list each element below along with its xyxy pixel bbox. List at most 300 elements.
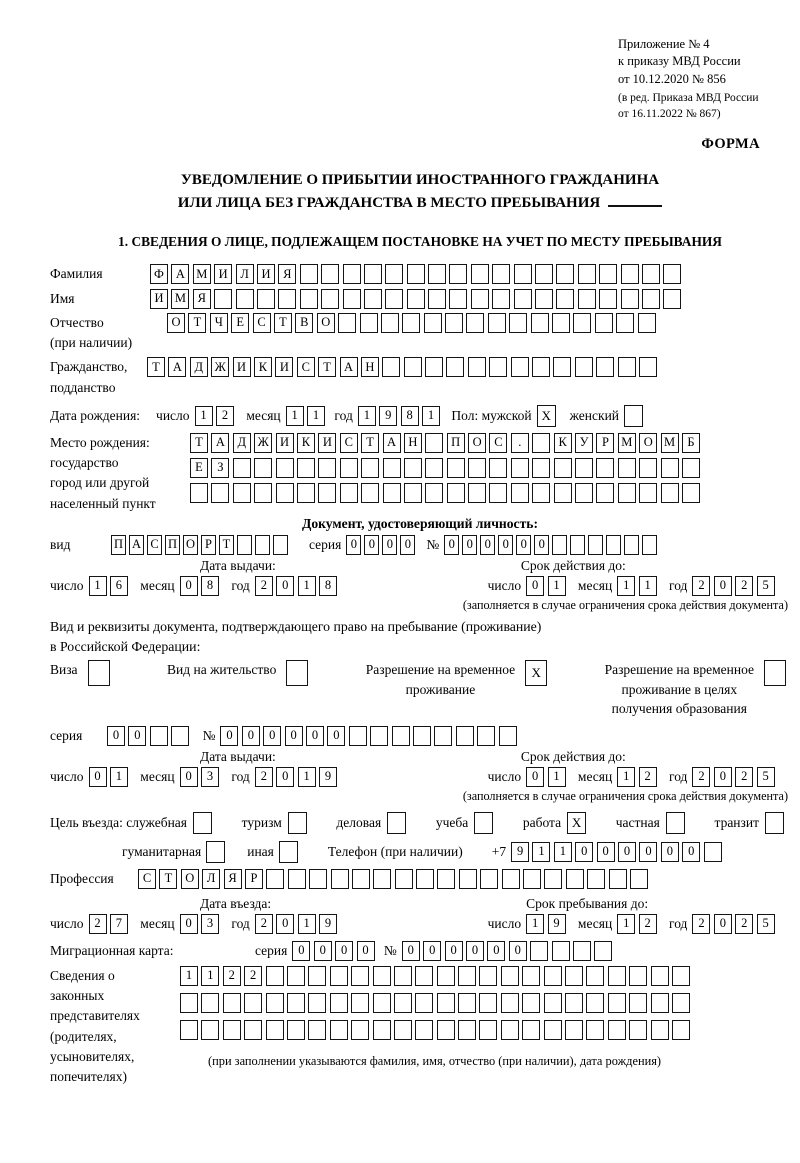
res-issue-month-cells[interactable] <box>180 767 223 787</box>
char-cell[interactable]: 0 <box>402 941 420 961</box>
char-cell[interactable] <box>682 483 700 503</box>
char-cell[interactable] <box>608 993 626 1013</box>
char-cell[interactable] <box>257 289 275 309</box>
char-cell[interactable] <box>552 941 570 961</box>
char-cell[interactable]: 2 <box>244 966 262 986</box>
char-cell[interactable] <box>672 966 690 986</box>
char-cell[interactable] <box>532 483 550 503</box>
char-cell[interactable] <box>276 458 294 478</box>
char-cell[interactable] <box>180 1020 198 1040</box>
sex-female-checkbox[interactable] <box>624 405 643 427</box>
given-name-cells[interactable] <box>150 289 685 309</box>
char-cell[interactable]: 0 <box>714 576 732 596</box>
char-cell[interactable] <box>360 313 378 333</box>
char-cell[interactable]: Ф <box>150 264 168 284</box>
char-cell[interactable] <box>502 869 520 889</box>
char-cell[interactable] <box>352 869 370 889</box>
char-cell[interactable] <box>468 458 486 478</box>
char-cell[interactable]: Л <box>236 264 254 284</box>
char-cell[interactable] <box>642 535 657 555</box>
char-cell[interactable] <box>535 289 553 309</box>
char-cell[interactable] <box>596 357 614 377</box>
char-cell[interactable] <box>236 289 254 309</box>
char-cell[interactable] <box>514 264 532 284</box>
char-cell[interactable] <box>150 726 168 746</box>
char-cell[interactable]: В <box>295 313 313 333</box>
char-cell[interactable]: И <box>214 264 232 284</box>
char-cell[interactable] <box>599 289 617 309</box>
char-cell[interactable] <box>663 289 681 309</box>
char-cell[interactable]: 0 <box>89 767 107 787</box>
char-cell[interactable]: Л <box>202 869 220 889</box>
char-cell[interactable] <box>415 1020 433 1040</box>
char-cell[interactable]: 2 <box>639 914 657 934</box>
char-cell[interactable]: И <box>150 289 168 309</box>
char-cell[interactable] <box>618 357 636 377</box>
char-cell[interactable]: 2 <box>639 767 657 787</box>
char-cell[interactable] <box>287 993 305 1013</box>
char-cell[interactable]: Н <box>361 357 379 377</box>
res-valid-day-cells[interactable] <box>526 767 569 787</box>
char-cell[interactable] <box>361 458 379 478</box>
char-cell[interactable]: 0 <box>714 767 732 787</box>
char-cell[interactable] <box>308 1020 326 1040</box>
char-cell[interactable]: 2 <box>735 767 753 787</box>
char-cell[interactable]: С <box>138 869 156 889</box>
char-cell[interactable]: О <box>167 313 185 333</box>
char-cell[interactable] <box>471 289 489 309</box>
char-cell[interactable] <box>214 289 232 309</box>
char-cell[interactable]: М <box>193 264 211 284</box>
char-cell[interactable]: 0 <box>509 941 527 961</box>
char-cell[interactable]: 0 <box>364 535 379 555</box>
char-cell[interactable] <box>201 993 219 1013</box>
char-cell[interactable] <box>407 289 425 309</box>
char-cell[interactable]: Я <box>224 869 242 889</box>
char-cell[interactable] <box>437 993 455 1013</box>
char-cell[interactable]: 0 <box>276 914 294 934</box>
char-cell[interactable] <box>373 966 391 986</box>
char-cell[interactable] <box>447 483 465 503</box>
char-cell[interactable]: 1 <box>298 576 316 596</box>
char-cell[interactable]: 0 <box>314 941 332 961</box>
char-cell[interactable] <box>672 1020 690 1040</box>
char-cell[interactable]: 0 <box>575 842 593 862</box>
char-cell[interactable]: 0 <box>327 726 345 746</box>
char-cell[interactable]: 1 <box>180 966 198 986</box>
purpose-tourism-checkbox[interactable] <box>288 812 307 834</box>
char-cell[interactable]: Ж <box>254 433 272 453</box>
char-cell[interactable] <box>255 535 270 555</box>
char-cell[interactable]: 7 <box>110 914 128 934</box>
char-cell[interactable]: 1 <box>617 576 635 596</box>
char-cell[interactable]: Ж <box>211 357 229 377</box>
char-cell[interactable] <box>501 1020 519 1040</box>
char-cell[interactable] <box>594 941 612 961</box>
char-cell[interactable] <box>458 1020 476 1040</box>
char-cell[interactable] <box>511 458 529 478</box>
char-cell[interactable] <box>588 535 603 555</box>
char-cell[interactable]: Т <box>361 433 379 453</box>
char-cell[interactable]: 0 <box>306 726 324 746</box>
char-cell[interactable]: 1 <box>639 576 657 596</box>
char-cell[interactable]: 9 <box>319 767 337 787</box>
char-cell[interactable]: Т <box>219 535 234 555</box>
char-cell[interactable] <box>349 726 367 746</box>
char-cell[interactable] <box>468 483 486 503</box>
char-cell[interactable] <box>437 966 455 986</box>
char-cell[interactable] <box>566 869 584 889</box>
char-cell[interactable]: Р <box>201 535 216 555</box>
char-cell[interactable]: 0 <box>639 842 657 862</box>
char-cell[interactable] <box>471 264 489 284</box>
char-cell[interactable] <box>425 458 443 478</box>
char-cell[interactable] <box>321 264 339 284</box>
char-cell[interactable]: 0 <box>618 842 636 862</box>
char-cell[interactable] <box>276 483 294 503</box>
char-cell[interactable] <box>428 264 446 284</box>
profession-cells[interactable] <box>138 869 651 889</box>
char-cell[interactable] <box>639 458 657 478</box>
surname-cells[interactable] <box>150 264 685 284</box>
char-cell[interactable] <box>459 869 477 889</box>
char-cell[interactable] <box>233 483 251 503</box>
char-cell[interactable] <box>672 993 690 1013</box>
birth-day-cells[interactable] <box>195 406 238 426</box>
birth-place-cells-row2[interactable] <box>190 458 703 478</box>
char-cell[interactable]: 1 <box>617 767 635 787</box>
char-cell[interactable]: О <box>181 869 199 889</box>
purpose-other-checkbox[interactable] <box>279 841 298 863</box>
char-cell[interactable] <box>522 1020 540 1040</box>
char-cell[interactable] <box>266 966 284 986</box>
char-cell[interactable] <box>651 966 669 986</box>
char-cell[interactable] <box>642 289 660 309</box>
res-valid-year-cells[interactable] <box>692 767 778 787</box>
char-cell[interactable]: 0 <box>285 726 303 746</box>
char-cell[interactable] <box>629 993 647 1013</box>
char-cell[interactable]: 0 <box>263 726 281 746</box>
char-cell[interactable]: С <box>297 357 315 377</box>
char-cell[interactable] <box>639 483 657 503</box>
residence-permit-checkbox[interactable] <box>286 660 308 686</box>
char-cell[interactable] <box>596 458 614 478</box>
char-cell[interactable]: 0 <box>480 535 495 555</box>
char-cell[interactable] <box>458 993 476 1013</box>
doc-issue-year-cells[interactable] <box>255 576 341 596</box>
char-cell[interactable] <box>629 966 647 986</box>
char-cell[interactable]: М <box>618 433 636 453</box>
char-cell[interactable]: 8 <box>401 406 419 426</box>
char-cell[interactable]: 0 <box>597 842 615 862</box>
char-cell[interactable] <box>573 941 591 961</box>
char-cell[interactable] <box>608 1020 626 1040</box>
char-cell[interactable] <box>254 483 272 503</box>
char-cell[interactable]: 0 <box>335 941 353 961</box>
char-cell[interactable] <box>501 993 519 1013</box>
doc-type-cells[interactable] <box>111 535 291 555</box>
char-cell[interactable] <box>514 289 532 309</box>
char-cell[interactable] <box>532 458 550 478</box>
char-cell[interactable] <box>509 313 527 333</box>
char-cell[interactable]: Д <box>233 433 251 453</box>
char-cell[interactable] <box>244 993 262 1013</box>
char-cell[interactable]: 1 <box>548 767 566 787</box>
char-cell[interactable] <box>404 458 422 478</box>
char-cell[interactable]: 0 <box>526 576 544 596</box>
stay-month-cells[interactable] <box>617 914 660 934</box>
char-cell[interactable] <box>437 869 455 889</box>
char-cell[interactable] <box>407 264 425 284</box>
char-cell[interactable]: 2 <box>735 576 753 596</box>
char-cell[interactable]: 5 <box>757 576 775 596</box>
char-cell[interactable] <box>338 313 356 333</box>
char-cell[interactable] <box>489 483 507 503</box>
char-cell[interactable] <box>434 726 452 746</box>
char-cell[interactable] <box>638 313 656 333</box>
char-cell[interactable] <box>449 289 467 309</box>
char-cell[interactable]: К <box>297 433 315 453</box>
char-cell[interactable] <box>309 869 327 889</box>
char-cell[interactable] <box>266 1020 284 1040</box>
char-cell[interactable] <box>535 264 553 284</box>
char-cell[interactable] <box>553 357 571 377</box>
char-cell[interactable] <box>556 264 574 284</box>
char-cell[interactable] <box>682 458 700 478</box>
char-cell[interactable] <box>479 1020 497 1040</box>
char-cell[interactable]: 0 <box>107 726 125 746</box>
char-cell[interactable] <box>394 966 412 986</box>
visa-checkbox[interactable] <box>88 660 110 686</box>
char-cell[interactable]: 3 <box>201 914 219 934</box>
char-cell[interactable] <box>458 966 476 986</box>
char-cell[interactable] <box>586 1020 604 1040</box>
char-cell[interactable] <box>624 535 639 555</box>
char-cell[interactable]: 0 <box>292 941 310 961</box>
char-cell[interactable] <box>266 869 284 889</box>
char-cell[interactable] <box>394 993 412 1013</box>
char-cell[interactable] <box>488 313 506 333</box>
char-cell[interactable] <box>385 264 403 284</box>
char-cell[interactable]: П <box>111 535 126 555</box>
char-cell[interactable]: Н <box>404 433 422 453</box>
char-cell[interactable] <box>575 357 593 377</box>
char-cell[interactable] <box>425 357 443 377</box>
char-cell[interactable] <box>394 1020 412 1040</box>
char-cell[interactable]: Т <box>190 433 208 453</box>
birth-month-cells[interactable] <box>286 406 329 426</box>
char-cell[interactable]: 5 <box>757 914 775 934</box>
char-cell[interactable] <box>544 966 562 986</box>
char-cell[interactable] <box>618 458 636 478</box>
char-cell[interactable] <box>575 458 593 478</box>
char-cell[interactable]: 0 <box>220 726 238 746</box>
char-cell[interactable] <box>364 264 382 284</box>
char-cell[interactable] <box>383 458 401 478</box>
stay-day-cells[interactable] <box>526 914 569 934</box>
char-cell[interactable]: 0 <box>444 535 459 555</box>
char-cell[interactable] <box>385 289 403 309</box>
char-cell[interactable]: Я <box>278 264 296 284</box>
char-cell[interactable] <box>565 1020 583 1040</box>
char-cell[interactable] <box>565 966 583 986</box>
char-cell[interactable]: 2 <box>692 767 710 787</box>
char-cell[interactable] <box>373 993 391 1013</box>
char-cell[interactable] <box>552 313 570 333</box>
char-cell[interactable]: А <box>168 357 186 377</box>
char-cell[interactable]: 0 <box>534 535 549 555</box>
char-cell[interactable]: 1 <box>286 406 304 426</box>
char-cell[interactable] <box>273 535 288 555</box>
char-cell[interactable]: 2 <box>223 966 241 986</box>
char-cell[interactable]: 9 <box>379 406 397 426</box>
char-cell[interactable] <box>318 483 336 503</box>
char-cell[interactable]: Р <box>596 433 614 453</box>
char-cell[interactable] <box>343 289 361 309</box>
char-cell[interactable] <box>532 433 550 453</box>
char-cell[interactable]: 0 <box>423 941 441 961</box>
char-cell[interactable] <box>511 357 529 377</box>
char-cell[interactable] <box>492 264 510 284</box>
char-cell[interactable] <box>468 357 486 377</box>
char-cell[interactable] <box>382 357 400 377</box>
char-cell[interactable]: 0 <box>682 842 700 862</box>
char-cell[interactable] <box>300 264 318 284</box>
char-cell[interactable] <box>642 264 660 284</box>
char-cell[interactable] <box>361 483 379 503</box>
char-cell[interactable] <box>449 264 467 284</box>
char-cell[interactable]: 0 <box>346 535 361 555</box>
char-cell[interactable]: 1 <box>532 842 550 862</box>
char-cell[interactable]: 0 <box>276 767 294 787</box>
char-cell[interactable]: И <box>257 264 275 284</box>
char-cell[interactable]: 1 <box>201 966 219 986</box>
res-series-cells[interactable] <box>107 726 193 746</box>
char-cell[interactable]: И <box>318 433 336 453</box>
char-cell[interactable] <box>492 289 510 309</box>
char-cell[interactable] <box>480 869 498 889</box>
char-cell[interactable] <box>190 483 208 503</box>
char-cell[interactable]: 2 <box>255 576 273 596</box>
char-cell[interactable]: С <box>340 433 358 453</box>
char-cell[interactable]: И <box>275 357 293 377</box>
char-cell[interactable] <box>370 726 388 746</box>
birth-place-cells-row1[interactable] <box>190 433 703 453</box>
char-cell[interactable]: И <box>276 433 294 453</box>
char-cell[interactable] <box>321 289 339 309</box>
char-cell[interactable] <box>395 869 413 889</box>
char-cell[interactable]: 8 <box>201 576 219 596</box>
char-cell[interactable] <box>704 842 722 862</box>
char-cell[interactable] <box>318 458 336 478</box>
char-cell[interactable]: Ч <box>210 313 228 333</box>
purpose-private-checkbox[interactable] <box>666 812 685 834</box>
char-cell[interactable] <box>201 1020 219 1040</box>
char-cell[interactable] <box>479 993 497 1013</box>
char-cell[interactable]: 0 <box>382 535 397 555</box>
char-cell[interactable]: 0 <box>357 941 375 961</box>
patronymic-cells[interactable] <box>167 313 659 333</box>
char-cell[interactable]: З <box>211 458 229 478</box>
char-cell[interactable]: 0 <box>661 842 679 862</box>
char-cell[interactable] <box>630 869 648 889</box>
char-cell[interactable]: 2 <box>735 914 753 934</box>
char-cell[interactable]: 0 <box>487 941 505 961</box>
res-issue-day-cells[interactable] <box>89 767 132 787</box>
char-cell[interactable]: К <box>254 357 272 377</box>
stay-year-cells[interactable] <box>692 914 778 934</box>
char-cell[interactable]: Т <box>159 869 177 889</box>
char-cell[interactable] <box>587 869 605 889</box>
doc-series-cells[interactable] <box>346 535 418 555</box>
char-cell[interactable] <box>663 264 681 284</box>
char-cell[interactable] <box>554 483 572 503</box>
sex-male-checkbox[interactable]: X <box>537 405 556 427</box>
char-cell[interactable] <box>501 966 519 986</box>
birth-place-cells-row3[interactable] <box>190 483 703 503</box>
char-cell[interactable] <box>373 1020 391 1040</box>
char-cell[interactable] <box>437 1020 455 1040</box>
char-cell[interactable]: 0 <box>400 535 415 555</box>
char-cell[interactable]: 1 <box>548 576 566 596</box>
rep-cells-row2[interactable] <box>180 993 693 1013</box>
char-cell[interactable] <box>330 993 348 1013</box>
char-cell[interactable] <box>297 458 315 478</box>
char-cell[interactable] <box>223 1020 241 1040</box>
char-cell[interactable] <box>573 313 591 333</box>
char-cell[interactable] <box>340 458 358 478</box>
char-cell[interactable] <box>578 264 596 284</box>
char-cell[interactable] <box>330 1020 348 1040</box>
char-cell[interactable]: 0 <box>128 726 146 746</box>
char-cell[interactable]: 0 <box>462 535 477 555</box>
char-cell[interactable] <box>554 458 572 478</box>
purpose-transit-checkbox[interactable] <box>765 812 784 834</box>
birth-year-cells[interactable] <box>358 406 444 426</box>
char-cell[interactable] <box>351 1020 369 1040</box>
char-cell[interactable] <box>381 313 399 333</box>
char-cell[interactable] <box>404 357 422 377</box>
purpose-humanitarian-checkbox[interactable] <box>206 841 225 863</box>
citizenship-cells[interactable] <box>147 357 660 377</box>
char-cell[interactable]: 0 <box>276 576 294 596</box>
entry-day-cells[interactable] <box>89 914 132 934</box>
char-cell[interactable] <box>402 313 420 333</box>
res-valid-month-cells[interactable] <box>617 767 660 787</box>
char-cell[interactable] <box>383 483 401 503</box>
char-cell[interactable] <box>180 993 198 1013</box>
char-cell[interactable]: 2 <box>255 767 273 787</box>
phone-cells[interactable] <box>511 842 725 862</box>
char-cell[interactable] <box>616 313 634 333</box>
char-cell[interactable]: 9 <box>511 842 529 862</box>
char-cell[interactable] <box>392 726 410 746</box>
doc-valid-year-cells[interactable] <box>692 576 778 596</box>
char-cell[interactable]: А <box>340 357 358 377</box>
char-cell[interactable]: А <box>129 535 144 555</box>
char-cell[interactable]: 0 <box>445 941 463 961</box>
doc-number-cells[interactable] <box>444 535 660 555</box>
char-cell[interactable]: 1 <box>195 406 213 426</box>
char-cell[interactable]: 0 <box>180 914 198 934</box>
char-cell[interactable]: 5 <box>757 767 775 787</box>
char-cell[interactable]: 1 <box>110 767 128 787</box>
char-cell[interactable] <box>586 966 604 986</box>
char-cell[interactable] <box>544 993 562 1013</box>
char-cell[interactable]: 0 <box>180 767 198 787</box>
char-cell[interactable] <box>522 993 540 1013</box>
char-cell[interactable]: 2 <box>692 914 710 934</box>
